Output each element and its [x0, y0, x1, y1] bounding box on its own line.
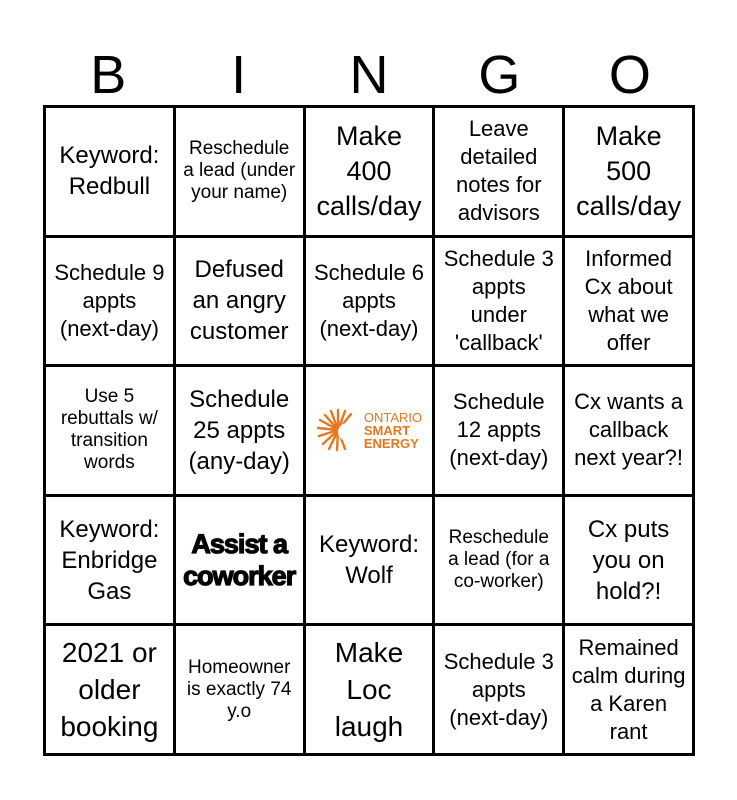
free-space-cell[interactable]: [306, 367, 433, 494]
bingo-cell[interactable]: [565, 367, 692, 494]
bingo-cell[interactable]: [435, 367, 562, 494]
bingo-cell[interactable]: [435, 238, 562, 365]
bingo-cell[interactable]: [46, 497, 173, 624]
cell-text: Assist a coworker: [183, 529, 296, 592]
cell-text: Schedule 3 appts (next-day): [443, 648, 554, 730]
cell-text: Schedule 9 appts (next-day): [54, 259, 165, 341]
cell-text: Keyword: Enbridge Gas: [59, 515, 160, 605]
bingo-cell[interactable]: [565, 238, 692, 365]
cell-text: Keyword: Wolf: [318, 531, 420, 590]
bingo-header: [43, 44, 695, 106]
cell-text: Schedule 12 appts (next-day): [449, 389, 549, 471]
bingo-cell[interactable]: [176, 497, 303, 624]
cell-text: Leave detailed notes for advisors: [455, 116, 542, 226]
cell-text: Schedule 25 appts (any-day): [188, 385, 290, 475]
bingo-board: [43, 105, 695, 756]
bingo-cell[interactable]: [306, 108, 433, 235]
cell-text: Use 5 rebuttals w/ transition words: [60, 386, 158, 474]
header-letter-i: I: [231, 45, 247, 105]
header-letter-o: O: [608, 45, 651, 105]
cell-text: Schedule 3 appts under 'callback': [443, 245, 554, 355]
bingo-cell[interactable]: [565, 497, 692, 624]
header-letter-n: N: [349, 45, 389, 105]
logo-line-ontario: ONTARIO: [363, 409, 423, 425]
logo-line-smart: SMART: [363, 422, 411, 438]
bingo-cell[interactable]: [176, 626, 303, 753]
cell-text: Cx puts you on hold?!: [587, 515, 670, 605]
cell-text: Make 500 calls/day: [576, 120, 682, 221]
bingo-cell[interactable]: [46, 626, 173, 753]
cell-text: Schedule 6 appts (next-day): [313, 259, 425, 341]
bingo-cell[interactable]: [565, 626, 692, 753]
bingo-cell[interactable]: [176, 367, 303, 494]
cell-text: Reschedule a lead (for a co-worker): [448, 527, 550, 593]
bingo-cell[interactable]: [306, 626, 433, 753]
cell-text: Cx wants a callback next year?!: [574, 389, 684, 471]
bingo-cell[interactable]: [435, 108, 562, 235]
cell-text: Defused an angry customer: [189, 256, 289, 346]
bingo-cell[interactable]: [176, 238, 303, 365]
bingo-cell[interactable]: [306, 497, 433, 624]
cell-text: Informed Cx about what we offer: [584, 245, 673, 355]
bingo-cell[interactable]: [435, 626, 562, 753]
cell-text: 2021 or older booking: [60, 637, 159, 743]
cell-text: Make Loc laugh: [334, 637, 404, 743]
logo-wordmark: [364, 411, 422, 450]
bingo-cell[interactable]: [176, 108, 303, 235]
sunburst-icon: [316, 408, 360, 452]
ontario-smart-energy-logo: [316, 408, 422, 452]
bingo-cell[interactable]: [565, 108, 692, 235]
cell-text: Make 400 calls/day: [316, 120, 422, 221]
bingo-cell[interactable]: [46, 108, 173, 235]
bingo-cell[interactable]: [46, 238, 173, 365]
logo-line-energy: ENERGY: [363, 435, 419, 451]
cell-text: Homeowner is exactly 74 y.o: [186, 656, 292, 722]
bingo-cell[interactable]: [435, 497, 562, 624]
bingo-cell[interactable]: [306, 238, 433, 365]
cell-text: Keyword: Redbull: [59, 142, 160, 201]
header-letter-g: G: [478, 45, 521, 105]
cell-text: Reschedule a lead (under your name): [183, 138, 296, 204]
cell-text: Remained calm during a Karen rant: [571, 634, 686, 744]
bingo-cell[interactable]: [46, 367, 173, 494]
header-letter-b: B: [90, 45, 127, 105]
